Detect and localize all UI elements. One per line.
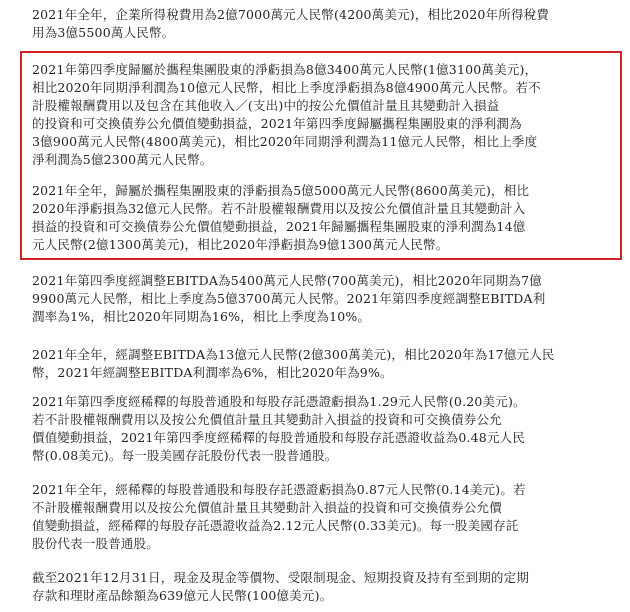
text-line: 幣，2021年經調整EBITDA利潤率為6%，相比2020年為9%。 bbox=[32, 365, 393, 380]
para-fy-eps bbox=[32, 481, 612, 553]
text-line: 2021年全年，歸屬於攜程集團股東的淨虧損為5億5000萬元人民幣(8600萬美元)，相比 bbox=[32, 183, 530, 198]
text-line: 2020年淨虧損為32億元人民幣。若不計股權報酬費用以及按公允價值計量且其變動計入 bbox=[32, 201, 526, 216]
text-line: 相比2020年同期淨利潤為10億元人民幣，相比上季度淨虧損為8億4900萬元人民幣。若不 bbox=[32, 80, 541, 95]
text-line: 用為3億5500萬人民幣。 bbox=[32, 25, 175, 40]
para-fy-net-loss bbox=[32, 182, 612, 254]
text-line: 2021年第四季度歸屬於攜程集團股東的淨虧損為8億3400萬元人民幣(1億3100萬美元)， bbox=[32, 62, 538, 77]
text-line: 淨利潤為5億2300萬元人民幣。 bbox=[32, 152, 213, 167]
para-fy-income-tax bbox=[32, 6, 612, 42]
text-line: 3億900萬元人民幣(4800萬美元)，相比2020年同期淨利潤為11億元人民幣，相比上季度 bbox=[32, 134, 538, 149]
para-q4-ebitda bbox=[32, 272, 612, 326]
text-line: 若不計股權報酬費用以及按公允價值計量且其變動計入損益的投資和可交換債券公允 bbox=[32, 412, 502, 427]
text-line: 9900萬元人民幣，相比上季度為5億3700萬元人民幣。2021年第四季度經調整EBITDA利 bbox=[32, 291, 546, 306]
text-line: 值變動損益，經稀釋的每股存託憑證收益為2.12元人民幣(0.33美元)。每一股美國存託 bbox=[32, 518, 519, 533]
text-line: 2021年第四季度經稀釋的每股普通股和每股存託憑證虧損為1.29元人民幣(0.20美元)。 bbox=[32, 394, 526, 409]
text-line: 元人民幣(2億1300萬美元)，相比2020年淨虧損為9億1300萬元人民幣。 bbox=[32, 237, 449, 252]
text-line: 股份代表一股普通股。 bbox=[32, 536, 160, 551]
text-line: 截至2021年12月31日，現金及現金等價物、受限制現金、短期投資及持有至到期的定期 bbox=[32, 570, 530, 585]
text-line: 2021年全年，經稀釋的每股普通股和每股存託憑證虧損為0.87元人民幣(0.14美元)。若 bbox=[32, 482, 526, 497]
para-fy-ebitda bbox=[32, 346, 612, 382]
text-line: 損益的投資和可交換債券公允價值變動損益，2021年歸屬攜程集團股東的淨利潤為14億 bbox=[32, 219, 526, 234]
text-line: 幣(0.08美元)。每一股美國存託股份代表一股普通股。 bbox=[32, 448, 338, 463]
text-line: 不計股權報酬費用以及按公允價值計量且其變動計入損益的投資和可交換債券公允價 bbox=[32, 500, 502, 515]
text-line: 2021年全年，企業所得稅費用為2億7000萬元人民幣(4200萬美元)，相比2020年所得稅費 bbox=[32, 7, 550, 22]
para-cash-balance bbox=[32, 569, 612, 605]
para-q4-eps bbox=[32, 393, 612, 465]
para-q4-net-loss bbox=[32, 61, 612, 169]
text-line: 的投資和可交換債券公允價值變動損益，2021年第四季度歸屬攜程集團股東的淨利潤為 bbox=[32, 116, 522, 131]
text-line: 存款和理財產品餘額為639億元人民幣(100億美元)。 bbox=[32, 588, 333, 603]
text-line: 計股權報酬費用以及包含在其他收入／(支出)中的按公允價值計量且其變動計入損益 bbox=[32, 98, 500, 113]
text-line: 2021年第四季度經調整EBITDA為5400萬元人民幣(700萬美元)，相比2020年同期為7億 bbox=[32, 273, 542, 288]
text-line: 2021年全年，經調整EBITDA為13億元人民幣(2億300萬美元)，相比2020年為17億元人民 bbox=[32, 347, 555, 362]
text-line: 潤率為1%，相比2020年同期為16%，相比上季度為10%。 bbox=[32, 309, 371, 324]
text-line: 價值變動損益，2021年第四季度經稀釋的每股普通股和每股存託憑證收益為0.48元人民 bbox=[32, 430, 526, 445]
